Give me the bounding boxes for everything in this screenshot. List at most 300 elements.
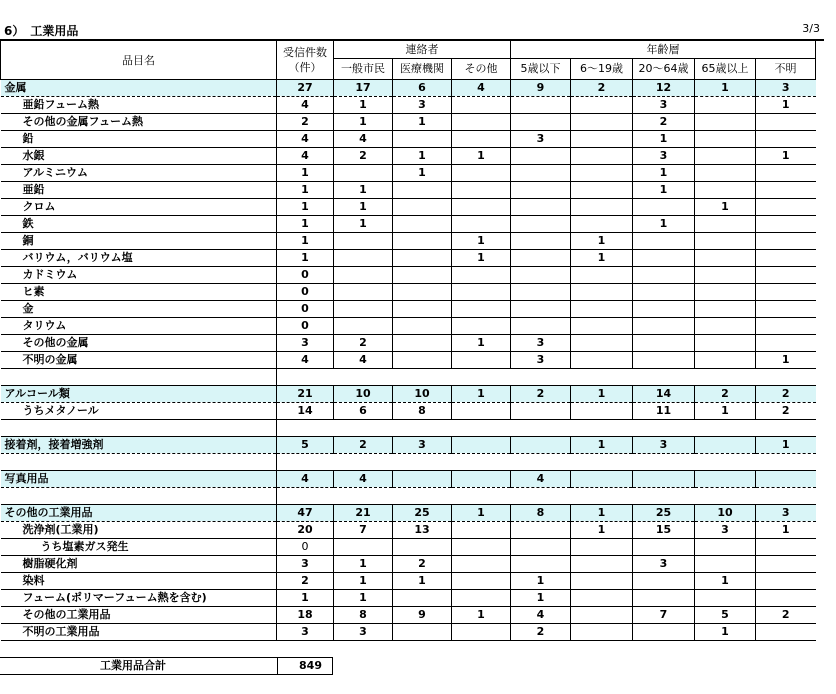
item-name: 亜鉛 — [1, 182, 277, 199]
spacer-cell — [452, 420, 511, 437]
value-cell: 1 — [452, 148, 511, 165]
value-cell: 3 — [334, 624, 393, 641]
value-cell: 1 — [452, 233, 511, 250]
value-cell — [695, 590, 756, 607]
value-cell: 1 — [334, 216, 393, 233]
value-cell — [393, 199, 452, 216]
value-cell — [571, 556, 633, 573]
value-cell: 1 — [695, 624, 756, 641]
value-cell — [571, 335, 633, 352]
value-cell: 2 — [393, 556, 452, 573]
value-cell — [633, 199, 695, 216]
value-cell: 4 — [334, 471, 393, 488]
value-cell: 1 — [277, 590, 334, 607]
table-row — [1, 318, 816, 335]
table-row — [1, 284, 816, 301]
table-row — [1, 250, 816, 267]
value-cell — [334, 318, 393, 335]
value-cell: 1 — [695, 80, 756, 97]
item-name: 写真用品 — [1, 471, 277, 488]
value-cell: 2 — [511, 386, 571, 403]
value-cell: 1 — [756, 352, 816, 369]
value-cell: 0 — [277, 318, 334, 335]
item-name: 金 — [1, 301, 277, 318]
value-cell: 4 — [277, 471, 334, 488]
value-cell: 1 — [334, 556, 393, 573]
value-cell: 2 — [334, 335, 393, 352]
value-cell: 4 — [277, 97, 334, 114]
table-row — [1, 165, 816, 182]
value-cell: 1 — [452, 335, 511, 352]
spacer-cell — [633, 369, 695, 386]
value-cell: 1 — [756, 437, 816, 454]
value-cell: 0 — [277, 301, 334, 318]
value-cell — [511, 556, 571, 573]
value-cell — [756, 539, 816, 556]
value-cell — [452, 471, 511, 488]
value-cell — [571, 352, 633, 369]
value-cell — [695, 165, 756, 182]
value-cell — [756, 590, 816, 607]
value-cell — [695, 335, 756, 352]
table-body — [1, 80, 816, 641]
spacer-cell — [633, 488, 695, 505]
value-cell — [452, 301, 511, 318]
value-cell: 2 — [334, 148, 393, 165]
value-cell: 3 — [277, 335, 334, 352]
value-cell: 4 — [452, 80, 511, 97]
item-name: カドミウム — [1, 267, 277, 284]
value-cell: 1 — [633, 182, 695, 199]
col-header-contact: 一般市民 — [334, 59, 393, 80]
spacer-cell — [695, 488, 756, 505]
table-row — [1, 301, 816, 318]
value-cell — [633, 471, 695, 488]
value-cell — [695, 148, 756, 165]
value-cell — [334, 165, 393, 182]
value-cell: 21 — [334, 505, 393, 522]
value-cell: 1 — [571, 505, 633, 522]
value-cell: 4 — [277, 352, 334, 369]
value-cell — [756, 114, 816, 131]
value-cell: 1 — [571, 437, 633, 454]
value-cell — [393, 335, 452, 352]
value-cell: 4 — [511, 607, 571, 624]
value-cell: 1 — [571, 522, 633, 539]
item-name: 接着剤，接着増強剤 — [1, 437, 277, 454]
value-cell — [571, 267, 633, 284]
value-cell — [571, 624, 633, 641]
table-row — [1, 556, 816, 573]
value-cell: 1 — [334, 573, 393, 590]
value-cell — [511, 114, 571, 131]
col-header-age: 20～64歳 — [633, 59, 695, 80]
industrial-products-table — [0, 40, 816, 641]
total-box — [0, 657, 333, 675]
value-cell — [511, 403, 571, 420]
spacer-row — [1, 488, 816, 505]
value-cell: 1 — [393, 573, 452, 590]
value-cell — [393, 318, 452, 335]
value-cell — [571, 539, 633, 556]
value-cell — [571, 284, 633, 301]
item-name: うち塩素ガス発生 — [1, 539, 277, 556]
value-cell — [756, 335, 816, 352]
item-name: 鉄 — [1, 216, 277, 233]
value-cell — [334, 301, 393, 318]
category-row — [1, 386, 816, 403]
item-name: アルミニウム — [1, 165, 277, 182]
value-cell: 2 — [695, 386, 756, 403]
value-cell — [452, 522, 511, 539]
value-cell — [393, 301, 452, 318]
value-cell: 3 — [756, 80, 816, 97]
value-cell — [695, 284, 756, 301]
value-cell: 25 — [393, 505, 452, 522]
value-cell — [511, 437, 571, 454]
value-cell — [695, 267, 756, 284]
item-name: フューム(ポリマーフューム熱を含む) — [1, 590, 277, 607]
item-name: 水銀 — [1, 148, 277, 165]
table-row — [1, 148, 816, 165]
total-label: 工業用品合計 — [100, 659, 166, 672]
value-cell — [393, 352, 452, 369]
col-header-received: 受信件数 （件） — [277, 41, 334, 80]
value-cell: 1 — [452, 250, 511, 267]
item-name: その他の金属フューム熱 — [1, 114, 277, 131]
value-cell — [571, 590, 633, 607]
value-cell: 1 — [334, 97, 393, 114]
value-cell: 1 — [393, 148, 452, 165]
item-name: うちメタノール — [1, 403, 277, 420]
table-row — [1, 131, 816, 148]
value-cell — [633, 233, 695, 250]
value-cell: 2 — [334, 437, 393, 454]
spacer-cell — [277, 454, 334, 471]
value-cell: 4 — [334, 352, 393, 369]
table-row — [1, 607, 816, 624]
value-cell — [393, 624, 452, 641]
value-cell: 0 — [277, 267, 334, 284]
value-cell — [756, 182, 816, 199]
value-cell — [756, 284, 816, 301]
spacer-cell — [393, 369, 452, 386]
value-cell: 3 — [633, 97, 695, 114]
value-cell: 3 — [756, 505, 816, 522]
item-name: 鉛 — [1, 131, 277, 148]
value-cell: 1 — [277, 216, 334, 233]
spacer-cell — [1, 420, 277, 437]
spacer-cell — [633, 454, 695, 471]
table-row — [1, 539, 816, 556]
value-cell: 1 — [756, 522, 816, 539]
value-cell — [633, 250, 695, 267]
value-cell — [511, 522, 571, 539]
value-cell — [695, 352, 756, 369]
value-cell — [695, 250, 756, 267]
table-row — [1, 590, 816, 607]
value-cell — [633, 318, 695, 335]
value-cell — [452, 216, 511, 233]
value-cell — [695, 539, 756, 556]
value-cell — [633, 301, 695, 318]
value-cell — [511, 199, 571, 216]
value-cell: 3 — [277, 556, 334, 573]
value-cell — [452, 573, 511, 590]
value-cell: 3 — [511, 352, 571, 369]
value-cell — [571, 131, 633, 148]
value-cell: 8 — [511, 505, 571, 522]
spacer-cell — [511, 454, 571, 471]
value-cell — [756, 318, 816, 335]
col-header-contact-group: 連絡者 — [334, 41, 511, 59]
value-cell — [695, 182, 756, 199]
value-cell — [452, 131, 511, 148]
value-cell: 5 — [695, 607, 756, 624]
value-cell — [452, 590, 511, 607]
spacer-cell — [695, 454, 756, 471]
value-cell: 1 — [633, 131, 695, 148]
table-row — [1, 114, 816, 131]
value-cell: 11 — [633, 403, 695, 420]
spacer-cell — [571, 420, 633, 437]
value-cell — [571, 318, 633, 335]
value-cell — [756, 233, 816, 250]
spacer-cell — [756, 369, 816, 386]
section-title-bar — [0, 20, 824, 41]
value-cell: 1 — [334, 590, 393, 607]
spacer-cell — [334, 369, 393, 386]
item-name: 不明の金属 — [1, 352, 277, 369]
value-cell — [756, 250, 816, 267]
value-cell — [571, 216, 633, 233]
spacer-cell — [756, 488, 816, 505]
value-cell: 3 — [633, 148, 695, 165]
table-row — [1, 403, 816, 420]
value-cell: 2 — [633, 114, 695, 131]
item-name: 銅 — [1, 233, 277, 250]
value-cell — [511, 539, 571, 556]
value-cell — [452, 284, 511, 301]
value-cell: 0 — [277, 284, 334, 301]
value-cell: 2 — [511, 624, 571, 641]
value-cell: 1 — [334, 199, 393, 216]
col-header-age: 不明 — [756, 59, 816, 80]
value-cell: 1 — [452, 386, 511, 403]
value-cell: 21 — [277, 386, 334, 403]
value-cell — [695, 114, 756, 131]
spacer-cell — [756, 454, 816, 471]
value-cell — [571, 97, 633, 114]
item-name: アルコール類 — [1, 386, 277, 403]
value-cell — [393, 131, 452, 148]
item-name: クロム — [1, 199, 277, 216]
value-cell — [571, 182, 633, 199]
item-name: タリウム — [1, 318, 277, 335]
value-cell — [695, 437, 756, 454]
value-cell — [756, 131, 816, 148]
value-cell: 1 — [695, 573, 756, 590]
value-cell: 1 — [452, 505, 511, 522]
value-cell: 1 — [277, 233, 334, 250]
value-cell — [571, 165, 633, 182]
value-cell — [756, 165, 816, 182]
value-cell — [511, 97, 571, 114]
value-cell — [511, 250, 571, 267]
table-row — [1, 216, 816, 233]
value-cell — [511, 216, 571, 233]
value-cell: 12 — [633, 80, 695, 97]
value-cell — [633, 539, 695, 556]
value-cell — [393, 182, 452, 199]
value-cell — [633, 624, 695, 641]
value-cell — [633, 335, 695, 352]
value-cell: 2 — [277, 573, 334, 590]
value-cell: 1 — [571, 233, 633, 250]
value-cell: 1 — [393, 114, 452, 131]
table-row — [1, 352, 816, 369]
value-cell — [571, 471, 633, 488]
value-cell — [633, 267, 695, 284]
spacer-cell — [571, 369, 633, 386]
value-cell — [695, 131, 756, 148]
value-cell: 6 — [393, 80, 452, 97]
value-cell: 1 — [633, 165, 695, 182]
value-cell: 3 — [695, 522, 756, 539]
section-title: 6） 工業用品 — [4, 24, 79, 38]
item-name: 亜鉛フューム熱 — [1, 97, 277, 114]
value-cell: 3 — [393, 437, 452, 454]
spacer-cell — [571, 454, 633, 471]
value-cell — [695, 318, 756, 335]
value-cell — [452, 624, 511, 641]
item-name: バリウム，バリウム塩 — [1, 250, 277, 267]
item-name: 樹脂硬化剤 — [1, 556, 277, 573]
value-cell: 1 — [277, 199, 334, 216]
table-row — [1, 267, 816, 284]
value-cell: 4 — [277, 131, 334, 148]
value-cell: 1 — [334, 182, 393, 199]
value-cell: 3 — [633, 437, 695, 454]
value-cell: 5 — [277, 437, 334, 454]
spacer-cell — [277, 420, 334, 437]
page-number: 3/3 — [802, 22, 820, 35]
value-cell — [511, 284, 571, 301]
value-cell: 8 — [393, 403, 452, 420]
value-cell — [393, 216, 452, 233]
value-cell — [756, 471, 816, 488]
value-cell: 1 — [511, 573, 571, 590]
spacer-cell — [393, 488, 452, 505]
value-cell — [571, 114, 633, 131]
value-cell — [393, 471, 452, 488]
spacer-cell — [1, 454, 277, 471]
value-cell: 15 — [633, 522, 695, 539]
value-cell: 4 — [277, 148, 334, 165]
spacer-cell — [452, 488, 511, 505]
value-cell: 10 — [393, 386, 452, 403]
spacer-cell — [1, 369, 277, 386]
value-cell — [452, 165, 511, 182]
value-cell: 1 — [756, 148, 816, 165]
value-cell: 3 — [633, 556, 695, 573]
value-cell: 8 — [334, 607, 393, 624]
value-cell: 1 — [277, 250, 334, 267]
value-cell: 1 — [633, 216, 695, 233]
value-cell: 2 — [756, 386, 816, 403]
value-cell — [511, 182, 571, 199]
value-cell — [334, 233, 393, 250]
item-name: その他の工業用品 — [1, 505, 277, 522]
value-cell: 14 — [633, 386, 695, 403]
value-cell — [393, 267, 452, 284]
value-cell — [334, 250, 393, 267]
spacer-cell — [695, 420, 756, 437]
spacer-row — [1, 454, 816, 471]
col-header-contact: 医療機関 — [393, 59, 452, 80]
spacer-cell — [511, 369, 571, 386]
spacer-cell — [1, 488, 277, 505]
value-cell — [334, 539, 393, 556]
value-cell — [511, 233, 571, 250]
col-header-item-name: 品目名 — [1, 41, 277, 80]
value-cell: 1 — [393, 165, 452, 182]
value-cell — [695, 97, 756, 114]
value-cell — [756, 216, 816, 233]
value-cell: 3 — [277, 624, 334, 641]
value-cell — [511, 301, 571, 318]
value-cell — [334, 284, 393, 301]
value-cell: 9 — [393, 607, 452, 624]
value-cell — [511, 267, 571, 284]
value-cell — [633, 352, 695, 369]
value-cell: 3 — [511, 131, 571, 148]
value-cell: 4 — [511, 471, 571, 488]
value-cell: 17 — [334, 80, 393, 97]
col-header-age: 6～19歳 — [571, 59, 633, 80]
spacer-cell — [334, 454, 393, 471]
table-row — [1, 199, 816, 216]
value-cell — [452, 114, 511, 131]
value-cell — [633, 573, 695, 590]
table-row — [1, 573, 816, 590]
value-cell: 1 — [334, 114, 393, 131]
spacer-cell — [334, 488, 393, 505]
spacer-row — [1, 369, 816, 386]
table-row — [1, 522, 816, 539]
value-cell: 1 — [756, 97, 816, 114]
category-row — [1, 80, 816, 97]
value-cell: 1 — [452, 607, 511, 624]
table-row — [1, 624, 816, 641]
value-cell: 27 — [277, 80, 334, 97]
value-cell: 0 — [277, 539, 334, 556]
spacer-cell — [756, 420, 816, 437]
col-header-age: 65歳以上 — [695, 59, 756, 80]
table-row — [1, 233, 816, 250]
spacer-cell — [633, 420, 695, 437]
item-name: 金属 — [1, 80, 277, 97]
value-cell — [452, 267, 511, 284]
value-cell — [511, 148, 571, 165]
spacer-cell — [452, 369, 511, 386]
value-cell — [571, 199, 633, 216]
value-cell — [452, 539, 511, 556]
value-cell: 1 — [571, 250, 633, 267]
value-cell: 1 — [277, 182, 334, 199]
value-cell: 47 — [277, 505, 334, 522]
value-cell: 10 — [334, 386, 393, 403]
